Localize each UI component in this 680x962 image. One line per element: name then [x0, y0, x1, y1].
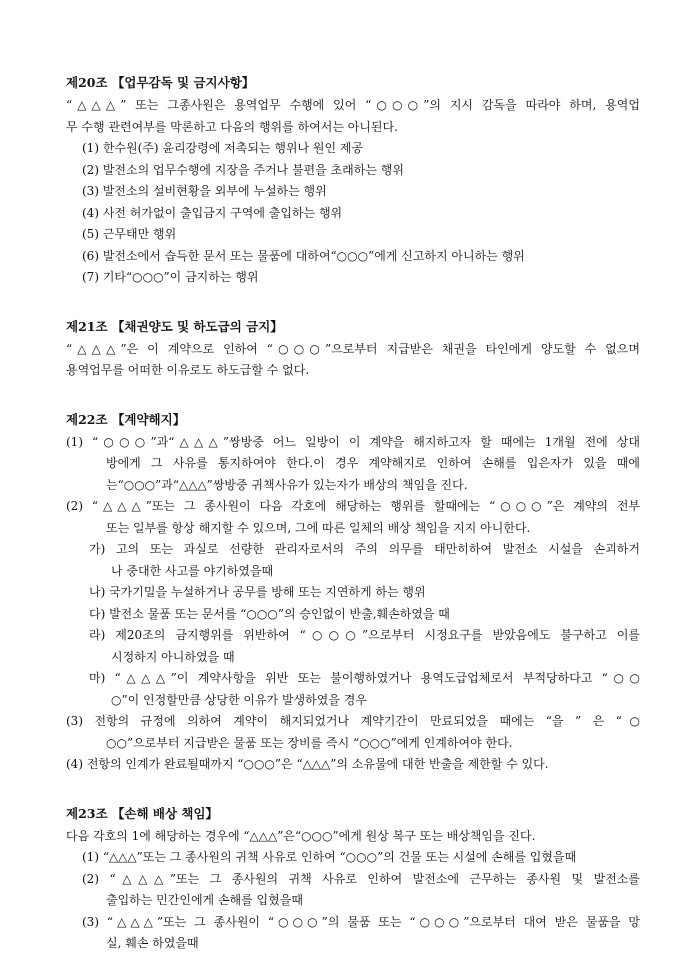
article-22-sub-ra-line-1: 라) 제20조의 금지행위를 위반하여 “○○○”으로부터 시정요구를 받았음에도 불구하고 이를 — [89, 628, 640, 642]
article-22-sub-ma-line-1: 마) “△△△”이 계약사항을 위반 또는 불이행하였거나 용역도급업체로서 부적당하다고 “○○ — [89, 671, 640, 685]
article-21-line-1: “△△△”은 이 계약으로 인하여 “○○○”으로부터 지급받은 채권을 타인에게 양도할 수 없으며 — [66, 341, 640, 356]
article-20-item-6: (6) 발전소에서 습득한 문서 또는 물품에 대하여“○○○”에게 신고하지 아니하는 행위 — [82, 248, 525, 263]
article-22-paragraph-3-line-1: (3) 전항의 규정에 의하여 계약이 해지되었거나 계약기간이 만료되었을 때에는 “을 ” 은 “○ — [66, 714, 640, 728]
article-22-sub-ma-line-2: ○”이 인정할만큼 상당한 이유가 발생하였을 경우 — [111, 692, 367, 707]
article-22-sub-na: 나) 국가기밀을 누설하거나 공무를 방해 또는 지연하게 하는 행위 — [89, 585, 426, 599]
article-23-item-2-line-2: 출입하는 민간인에게 손해를 입혔을때 — [106, 893, 303, 907]
article-22-sub-ra-line-2: 시정하지 아니하였을 때 — [111, 649, 235, 664]
article-23-item-1: (1) “△△△”또는 그 종사원의 귀책 사유로 인하여 “○○○”의 건물 또는 시설에 손해를 입혔을때 — [82, 850, 577, 864]
article-20 — [66, 74, 640, 289]
article-22-heading: 제22조 【계약해지】 — [66, 411, 186, 427]
article-22-paragraph-3-line-2: ○○”으로부터 지급받은 물품 또는 장비를 즉시 “○○○”에게 인계하여야 한다. — [106, 735, 513, 750]
article-20-intro-line-2: 무 수행 관련여부를 막론하고 다음의 행위를 하여서는 아니된다. — [66, 119, 398, 134]
article-22-paragraph-2-line-2: 또는 일부를 항상 해지할 수 있으며, 그에 따른 일체의 배상 책임을 지지 아니한다. — [106, 520, 531, 535]
article-23-item-3-line-1: (3) “△△△”또는 그 종사원이 “○○○”의 물품 또는 “○○○”으로부터 대여 받은 물품을 망 — [82, 914, 640, 929]
article-22-paragraph-1-line-3: 는“○○○”과“△△△”쌍방중 귀책사유가 있는자가 배상의 책임을 진다. — [106, 477, 468, 492]
article-20-item-5: (5) 근무태만 행위 — [82, 227, 177, 241]
article-22-sub-da: 다) 발전소 물품 또는 문서를 “○○○”의 승인없이 반출,훼손하였을 때 — [89, 606, 450, 621]
article-22-paragraph-1-line-1: (1) “○○○”과“△△△”쌍방중 어느 일방이 이 계약을 해지하고자 할 때에는 1개월 전에 상대 — [66, 434, 640, 449]
article-23 — [66, 805, 640, 955]
article-22 — [66, 411, 640, 776]
article-22-sub-ga-line-2: 나 중대한 사고를 야기하였을때 — [111, 563, 274, 578]
article-21-heading: 제21조 【채권양도 및 하도급의 금지】 — [66, 318, 283, 334]
article-20-item-7: (7) 기타“○○○”이 금지하는 행위 — [82, 270, 259, 284]
article-20-intro-line-1: “△△△” 또는 그종사원은 용역업무 수행에 있어 “○○○”의 지시 감독을 따라야 하며, 용역업 — [66, 98, 640, 112]
article-23-heading: 제23조 【손해 배상 책임】 — [66, 805, 219, 821]
article-22-sub-ga-line-1: 가) 고의 또는 과실로 선량한 관리자로서의 주의 의무를 태만히하여 발전소 시설을 손괴하거 — [89, 542, 640, 556]
article-21-line-2: 용역업무를 어떠한 이유로도 하도급할 수 없다. — [66, 363, 310, 377]
article-23-item-2-line-1: (2) “△△△”또는 그 종사원의 귀책 사유로 인하여 발전소에 근무하는 종사원 및 발전소를 — [82, 871, 640, 886]
article-21 — [66, 318, 640, 382]
article-20-item-3: (3) 발전소의 설비현황을 외부에 누설하는 행위 — [82, 184, 327, 198]
article-22-paragraph-4: (4) 전항의 인계가 완료될때까지 “○○○”은 “△△△”의 소유물에 대한 반출을 제한할 수 있다. — [66, 757, 549, 771]
article-20-item-2: (2) 발전소의 업무수행에 지장을 주거나 불편을 초래하는 행위 — [82, 162, 404, 177]
article-22-paragraph-2-line-1: (2) “△△△”또는 그 종사원이 다음 각호에 해당하는 행위를 할때에는 “○○○”은 계약의 전부 — [66, 499, 640, 513]
article-22-paragraph-1-line-2: 방에게 그 사유를 통지하여야 한다.이 경우 계약해지로 인하여 손해를 입은자가 있을 때에 — [106, 456, 640, 470]
article-23-intro: 다음 각호의 1에 해당하는 경우에 “△△△”은“○○○”에게 원상 복구 또는 배상책임을 진다. — [66, 828, 536, 843]
article-23-item-3-line-2: 실, 훼손 하였을때 — [106, 936, 199, 950]
article-20-item-4: (4) 사전 허가없이 출입금지 구역에 출입하는 행위 — [82, 205, 343, 220]
article-20-heading: 제20조 【업무감독 및 금지사항】 — [66, 75, 255, 90]
article-20-item-1: (1) 한수원(주) 윤리강령에 저촉되는 행위나 원인 제공 — [82, 141, 364, 155]
